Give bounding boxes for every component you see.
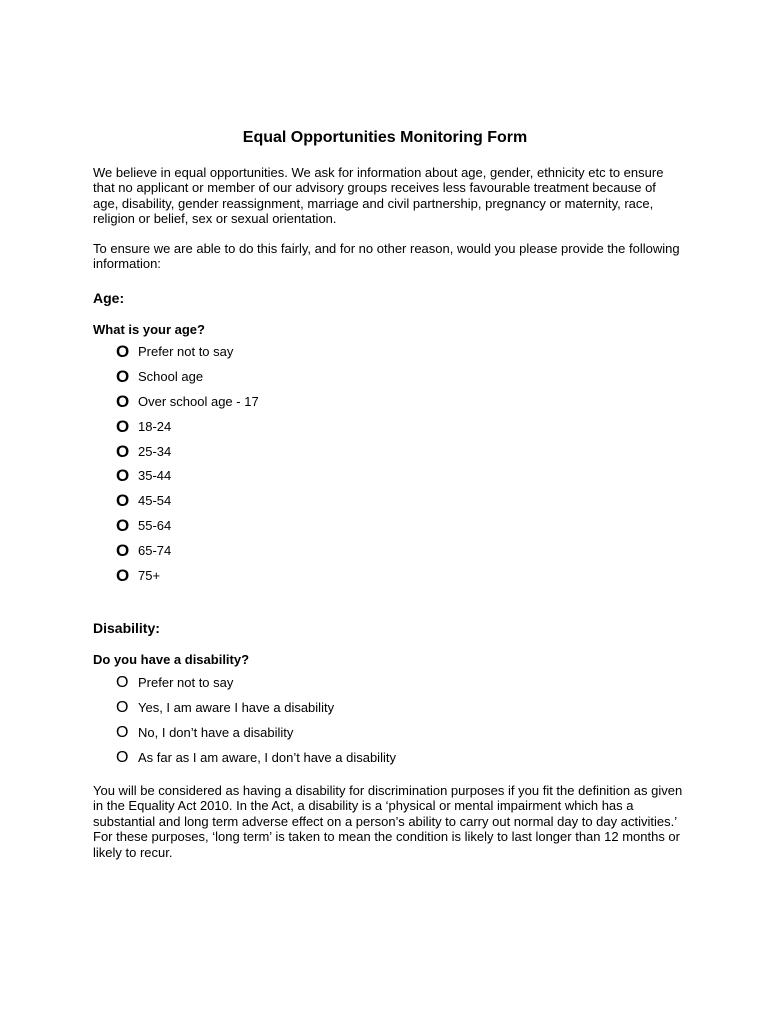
age-section-heading: Age: xyxy=(93,290,125,306)
option-label: Yes, I am aware I have a disability xyxy=(138,700,335,716)
option-label: 75+ xyxy=(138,567,161,583)
radio-circle-icon[interactable]: O xyxy=(116,723,129,741)
option-label: Over school age - 17 xyxy=(138,393,259,409)
radio-circle-icon[interactable]: O xyxy=(116,565,130,585)
radio-circle-icon[interactable]: O xyxy=(116,342,130,362)
age-option[interactable] xyxy=(116,390,259,415)
option-label: 35-44 xyxy=(138,468,172,484)
age-option[interactable] xyxy=(116,514,259,539)
age-option[interactable] xyxy=(116,365,259,390)
radio-circle-icon[interactable]: O xyxy=(116,441,130,461)
disability-options xyxy=(116,671,396,770)
option-label: 18-24 xyxy=(138,418,172,434)
option-label: 45-54 xyxy=(138,493,172,509)
radio-circle-icon[interactable]: O xyxy=(116,391,130,411)
disability-definition-note: You will be considered as having a disability for discrimination purposes if you fit the definition as given in the Equality Act 2010. In the Act, a disability is a ‘physical or mental impairment which has a substantial and long term adverse effect on a person’s ability to carry out normal day to day activities.’ For these purposes, ‘long term’ is taken to mean the condition is likely to last longer than 12 months or likely to recur. xyxy=(93,783,683,860)
option-label: School age xyxy=(138,369,204,385)
option-label: No, I don’t have a disability xyxy=(138,724,294,740)
age-option[interactable] xyxy=(116,414,259,439)
disability-option[interactable] xyxy=(116,721,396,746)
age-option[interactable] xyxy=(116,538,259,563)
option-label: Prefer not to say xyxy=(138,344,234,360)
option-label: As far as I am aware, I don’t have a disability xyxy=(138,749,396,765)
age-question: What is your age? xyxy=(93,322,205,337)
disability-option[interactable] xyxy=(116,671,396,696)
intro-paragraph-2: To ensure we are able to do this fairly, and for no other reason, would you please provide the following information: xyxy=(93,241,680,272)
option-label: 55-64 xyxy=(138,517,172,533)
age-option[interactable] xyxy=(116,464,259,489)
disability-section-heading: Disability: xyxy=(93,620,160,636)
age-option[interactable] xyxy=(116,489,259,514)
radio-circle-icon[interactable]: O xyxy=(116,416,130,436)
intro-paragraph: We believe in equal opportunities. We ask for information about age, gender, ethnicity etc to ensure that no applicant or member of our advisory groups receives less favourable treatment because of age, disability, gender reassignment, marriage and civil partnership, pregnancy or maternity, race, religion or belief, sex or sexual orientation. xyxy=(93,165,664,227)
radio-circle-icon[interactable]: O xyxy=(116,466,130,486)
age-option[interactable] xyxy=(116,439,259,464)
page-title: Equal Opportunities Monitoring Form xyxy=(242,129,528,146)
age-options xyxy=(116,340,259,588)
option-label: 65-74 xyxy=(138,542,172,558)
age-option[interactable] xyxy=(116,340,259,365)
radio-circle-icon[interactable]: O xyxy=(116,674,129,692)
radio-circle-icon[interactable]: O xyxy=(116,515,130,535)
radio-circle-icon[interactable]: O xyxy=(116,748,129,766)
radio-circle-icon[interactable]: O xyxy=(116,540,130,560)
disability-question: Do you have a disability? xyxy=(93,652,250,667)
radio-circle-icon[interactable]: O xyxy=(116,367,130,387)
radio-circle-icon[interactable]: O xyxy=(116,699,129,717)
option-label: 25-34 xyxy=(138,443,172,459)
disability-option[interactable] xyxy=(116,745,396,770)
radio-circle-icon[interactable]: O xyxy=(116,491,130,511)
disability-option[interactable] xyxy=(116,696,396,721)
option-label: Prefer not to say xyxy=(138,675,234,691)
age-option[interactable] xyxy=(116,563,259,588)
